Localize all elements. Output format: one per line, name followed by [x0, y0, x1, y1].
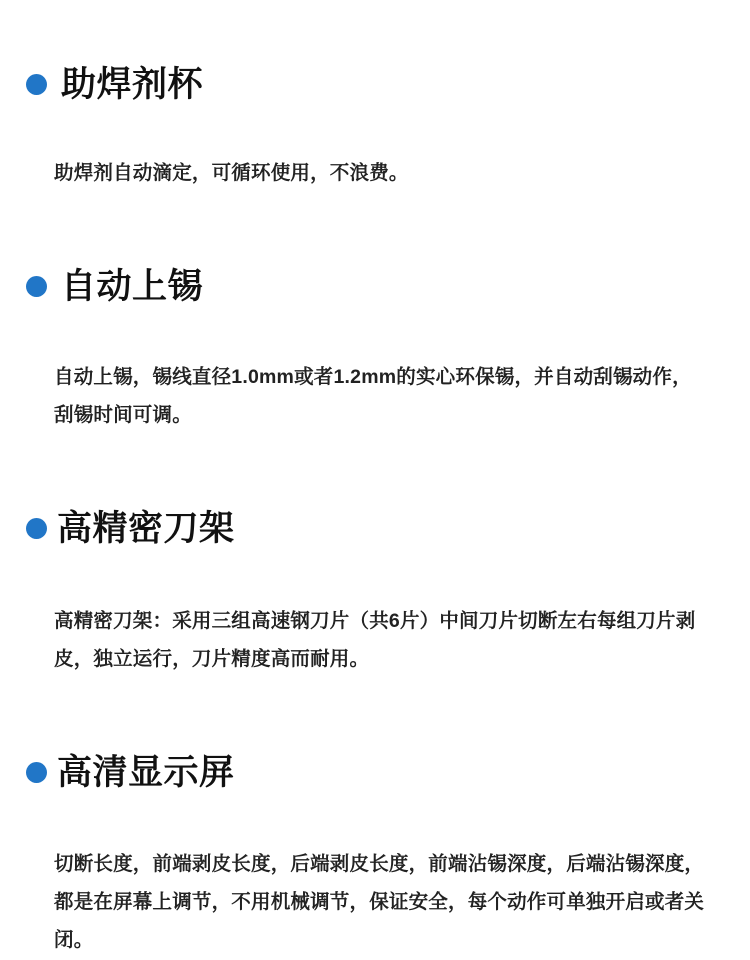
feature-block-hd-display	[26, 722, 724, 960]
feature-title: 助焊剂杯	[61, 65, 204, 105]
feature-heading	[26, 34, 724, 136]
feature-heading	[26, 722, 724, 824]
filled-circle-icon	[26, 762, 47, 783]
feature-description: 高精密刀架：采用三组高速钢刀片（共6片）中间刀片切断左右每组刀片剥皮，独立运行，刀片精度高而耐用。	[54, 609, 696, 670]
filled-circle-icon	[26, 518, 47, 539]
feature-heading	[26, 478, 724, 580]
feature-title: 自动上锡	[61, 266, 204, 306]
feature-title: 高清显示屏	[57, 752, 235, 792]
filled-circle-icon	[26, 276, 47, 297]
feature-description: 助焊剂自动滴定，可循环使用，不浪费。	[54, 161, 409, 184]
feature-block-auto-tinning	[26, 236, 724, 434]
feature-title: 高精密刀架	[57, 508, 235, 548]
feature-heading	[26, 236, 724, 338]
feature-description: 切断长度，前端剥皮长度，后端剥皮长度，前端沾锡深度，后端沾锡深度，都是在屏幕上调节，不用机械调节，保证安全，每个动作可单独开启或者关闭。	[54, 853, 705, 952]
feature-block-precision-blade-holder	[26, 478, 724, 678]
filled-circle-icon	[26, 74, 47, 95]
feature-block-flux-cup	[26, 34, 724, 192]
feature-description: 自动上锡，锡线直径1.0mm或者1.2mm的实心环保锡，并自动刮锡动作，刮锡时间可调。	[54, 365, 692, 426]
